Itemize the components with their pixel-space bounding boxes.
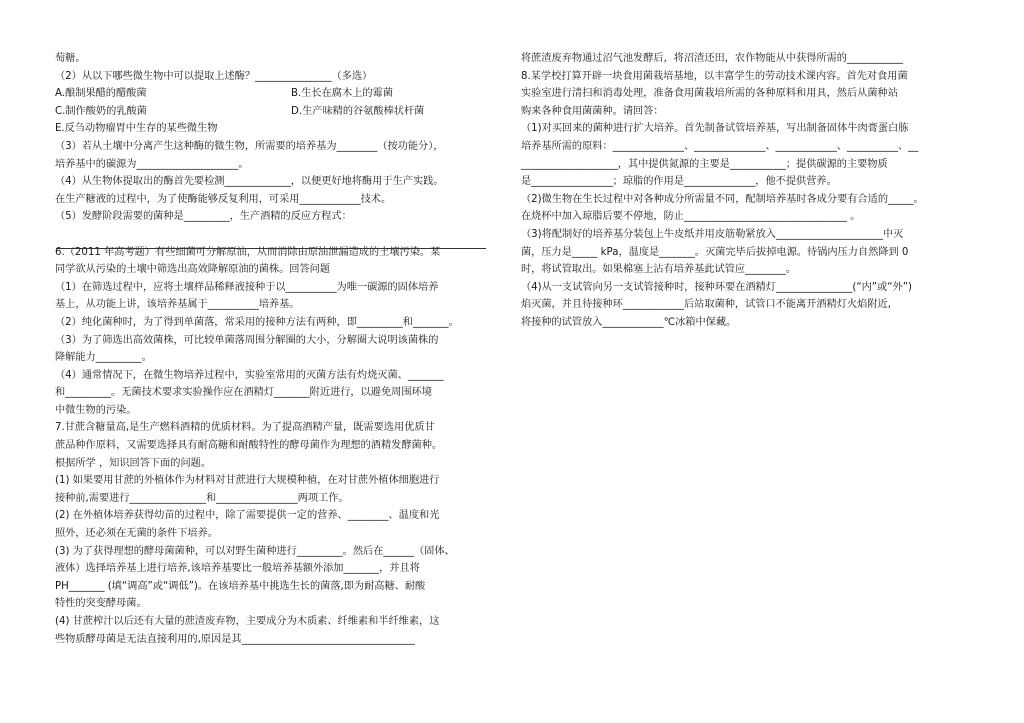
text-line: 在生产糖液的过程中，为了使酶能够反复利用，可采用____________技术。 [55, 193, 392, 205]
text-line: （2）纯化菌种时，为了得到单菌落，常采用的接种方法有两种，即_________和_______。 [55, 316, 459, 328]
option-row [55, 103, 505, 121]
text-line: （1)对买回来的菌种进行扩大培养。首先制备试管培养基，写出制备固体牛肉膏蛋白胨 [521, 123, 909, 135]
text-line: 8.某学校打算开辟一块食用菌栽培基地，以丰富学生的劳动技术课内容。首先对食用菌 [521, 70, 908, 82]
text-line: (1) 如果要用甘蔗的外植体作为材料对甘蔗进行大规模种植，在对甘蔗外植体细胞进行 [55, 475, 440, 487]
text-line: 些物质酵母菌是无法直接利用的,原因是其__________________________________ [55, 633, 415, 645]
text-line: 在烧杯中加入琼脂后要不停地，防止________________________________ 。 [521, 211, 861, 223]
text-line: （1）在筛选过程中，应将土壤样品稀释液接种于以__________为唯一碳源的固体培养 [55, 281, 439, 293]
option-text: B.生长在腐木上的霉菌 [291, 88, 393, 100]
text-line: 7.甘蔗含糖量高,是生产燃料酒精的优质材料。为了提高酒精产量，既需要选用优质甘 [55, 422, 435, 434]
text-line: 接种前,需要进行_______________和________________两项工作。 [55, 492, 349, 504]
option-text: D.生产味精的谷氨酸棒状杆菌 [291, 105, 425, 117]
text-line: （2）从以下哪些微生物中可以提取上述酶？_______________（多选） [55, 70, 373, 82]
text-line: 根据所学 ，知识回答下面的问题。 [55, 457, 212, 469]
text-line: PH_______ (填“调高”或“调低”)。在该培养基中挑选生长的菌落,即为耐高糖、耐酸 [55, 580, 426, 592]
option-row [55, 85, 505, 103]
text-line: 将接种的试管放入____________℃冰箱中保藏。 [521, 316, 737, 328]
text-line: 将蔗渣废弃物通过沼气池发酵后，将沼渣还田，农作物能从中获得所需的___________ [521, 53, 904, 64]
text-line: 实验室进行清扫和消毒处理，准备食用菌栽培所需的各种原料和用具，然后从菌种站 [521, 88, 898, 100]
text-line: 购来各种食用菌菌种。请回答： [521, 105, 664, 117]
text-line: （4）从生物体提取出的酶首先要检测_____________，以便更好地将酶用于生产实践。 [55, 176, 444, 188]
option-text: C.制作酸奶的乳酸菌 [55, 105, 147, 117]
text-line: 时，将试管取出。如果棉塞上沾有培养基此试管应________。 [521, 264, 797, 276]
text-line: 萄糖。 [55, 53, 86, 64]
text-line: 菌，压力是_____ kPa，温度是_______。灭菌完毕后拔掉电源。待锅内压力自然降到 0 [521, 246, 909, 258]
text-line: 同学欲从污染的土壤中筛选出高效降解原油的菌株。回答问题 [55, 264, 331, 276]
text-line: （4)从一支试管向另一支试管接种时，接种环要在酒精灯_______________(“内”或“外”) [521, 281, 912, 293]
text-line: 照外，还必须在无菌的条件下培养。 [55, 528, 218, 540]
text-line: (3) 为了获得理想的酵母菌菌种，可以对野生菌种进行_________。然后在______（固体、 [55, 545, 455, 557]
text-line: 焰灭菌，并且待接种环____________后站取菌种，试管口不能离开酒精灯火焰附近, [521, 299, 891, 311]
text-line: （5）发酵阶段需要的菌种是_________，生产酒精的反应方程式： [55, 211, 352, 223]
text-line: （3）为了筛选出高效菌株，可比较单菌落周围分解圈的大小，分解圈大说明该菌株的 [55, 334, 439, 346]
text-line: (4) 甘蔗榨汁以后还有大量的蔗渣废弃物，主要成分为木质素、纤维素和半纤维素，这 [55, 616, 440, 627]
text-line: 是________________；琼脂的作用是______________，他不提供营养。 [521, 176, 837, 188]
spacer [55, 226, 505, 244]
option-text: A.酿制果醋的醋酸菌 [55, 88, 147, 100]
text-line: 和_________。无菌技术要求实验操作应在酒精灯_______附近进行，以避免周围环境 [55, 387, 432, 399]
text-line: 液体）选择培养基上进行培养,该培养基要比一般培养基额外添加_______，并且将 [55, 563, 420, 575]
answer-blank-line [56, 248, 486, 249]
text-line: 6.（2011 年高考题）有些细菌可分解原油，从而消除由原油泄漏造成的土壤污染。某 [55, 246, 441, 258]
text-line: 特性的突变酵母菌。 [55, 598, 147, 610]
left-column [55, 50, 505, 648]
text-line: 中微生物的污染。 [55, 404, 137, 416]
text-line: 培养基所需的原料：______________、______________、____________、__________、__ [521, 140, 919, 152]
text-line: 降解能力_________。 [55, 352, 152, 364]
text-line: (2) 在外植体培养获得幼苗的过程中，除了需要提供一定的营养、________、温度和光 [55, 510, 440, 522]
text-line: （2)微生物在生长过程中对各种成分所需量不同，配制培养基时各成分要有合适的_____。 [521, 193, 924, 205]
text-line: 基上，从功能上讲，该培养基属于__________培养基。 [55, 299, 300, 311]
text-line: （3)将配制好的培养基分装包上牛皮纸并用皮筋勒紧放入_____________________中灭 [521, 228, 904, 240]
text-line: 培养基中的碳源为____________________。 [55, 158, 249, 170]
text-line: （4）通常情况下，在微生物培养过程中，实验室常用的灭菌方法有灼烧灭菌、_______ [55, 369, 444, 381]
text-line: （3）若从土壤中分离产生这种酶的微生物，所需要的培养基为________（按功能分）， [55, 140, 444, 152]
text-line: E.反刍动物瘤胃中生存的某些微生物 [55, 123, 218, 135]
text-line: 蔗品种作原料，又需要选择具有耐高糖和耐酸特性的酵母菌作为理想的酒精发酵菌种。 [55, 440, 443, 452]
right-column [521, 50, 987, 332]
text-line: ___________________，其中提供氮源的主要是___________；提供碳源的主要物质 [521, 158, 888, 170]
